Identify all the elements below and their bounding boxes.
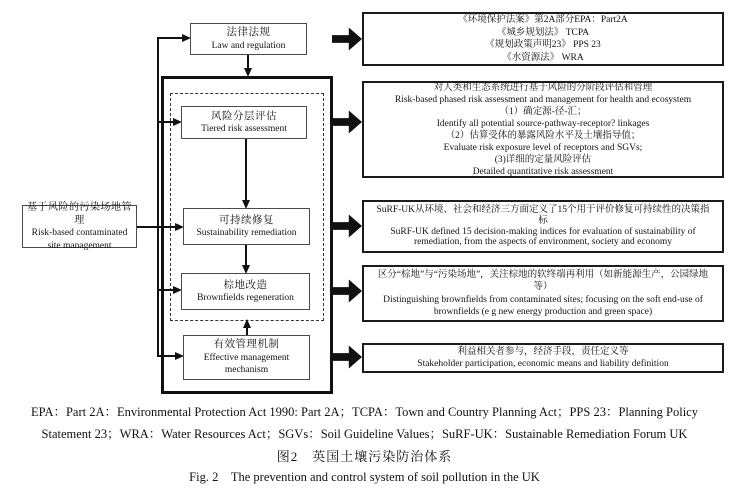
flow-tiered-to-sustain bbox=[245, 139, 247, 201]
trunk-line bbox=[157, 38, 159, 356]
node-zh-label: 风险分层评估 bbox=[211, 110, 277, 122]
block-arrow-sustain-details bbox=[332, 213, 362, 239]
detail-line-en: SuRF-UK defined 15 decision-making indices for evaluation of sustainability of remediation, from the aspects of environment, society and economy bbox=[390, 226, 696, 248]
detail-line: 《水资源法》 WRA bbox=[502, 52, 584, 63]
connector-to-tiered bbox=[157, 121, 174, 123]
node-law-and-regulation bbox=[190, 23, 307, 55]
flow-management-up bbox=[246, 328, 248, 335]
detail-line: Evaluate risk exposure level of receptors and SGVs; bbox=[443, 142, 643, 153]
detail-line-zh: 利益相关者参与，经济手段，责任定义等 bbox=[457, 346, 629, 357]
detail-line-en: Distinguishing brownfields from contaminated sites; focusing on the soft end-use of brownfields (e g new energy production and green space) bbox=[383, 294, 703, 317]
node-risk-based-site-management bbox=[22, 202, 137, 251]
node-zh-label: 法律法规 bbox=[226, 27, 271, 38]
node-en-label: Risk-based contaminated site management bbox=[31, 228, 128, 251]
detail-line: 《城乡规划法》 TCPA bbox=[496, 27, 590, 38]
block-arrow-risk-details bbox=[332, 109, 362, 135]
flow-sustain-to-brownfield bbox=[245, 245, 247, 266]
detail-line: Identify all potential source-pathway-receptor? linkages bbox=[436, 118, 650, 129]
detail-box-risk-assessment bbox=[362, 81, 724, 178]
block-arrow-brownfield-details bbox=[332, 278, 362, 304]
node-zh-label: 棕地改造 bbox=[223, 279, 268, 291]
detail-line-zh: 区分“棕地”与“污染场地”，关注棕地的软终端再利用（如新能源生产，公园绿地等） bbox=[377, 269, 709, 292]
node-effective-management-mechanism bbox=[183, 335, 310, 380]
block-arrow-management-details bbox=[332, 344, 362, 370]
block-arrow-law-details bbox=[332, 26, 362, 52]
caption-abbreviations-line1: EPA：Part 2A：Environmental Protection Act 1990: Part 2A；TCPA：Town and Country Planning Act；PPS 23：Planning Policy bbox=[31, 405, 698, 419]
detail-box-brownfields bbox=[362, 265, 724, 322]
arrowhead-management-up bbox=[243, 319, 251, 328]
detail-box-laws bbox=[362, 12, 724, 66]
arrowhead-law-frame bbox=[244, 68, 252, 77]
node-brownfields-regeneration bbox=[181, 273, 310, 310]
connector-to-brownfield bbox=[157, 289, 174, 291]
connector-leftbox-to-sustain bbox=[137, 226, 176, 228]
detail-box-sustainability bbox=[362, 200, 724, 253]
detail-line: (3)详细的定量风险评估 bbox=[494, 154, 592, 165]
node-zh-label: 有效管理机制 bbox=[213, 339, 280, 351]
detail-line: （2）估算受体的暴露风险水平及土壤指导值； bbox=[445, 130, 641, 141]
detail-line: （1）确定源-径-汇； bbox=[499, 106, 587, 117]
detail-line-zh: SuRF-UK从环境、社会和经济三方面定义了15个用于评价修复可持续性的决策指标 bbox=[376, 204, 710, 226]
detail-line: 《环境保护法案》第2A部分EPA：Part2A bbox=[458, 15, 628, 25]
figure-title-zh: 图2 英国土壤污染防治体系 bbox=[276, 449, 453, 464]
node-tiered-risk-assessment bbox=[181, 106, 307, 139]
detail-line: 《规划政策声明23》 PPS 23 bbox=[485, 40, 601, 50]
node-zh-label: 基于风险的污染场地管理 bbox=[27, 202, 132, 227]
node-en-label: Sustainability remediation bbox=[196, 228, 297, 239]
node-zh-label: 可持续修复 bbox=[219, 214, 274, 226]
figure-title-en: Fig. 2 The prevention and control system of soil pollution in the UK bbox=[189, 470, 540, 484]
detail-line: 对人类和生态系统进行基于风险的分阶段评估和管理 bbox=[433, 82, 653, 93]
caption-abbreviations-line2: Statement 23；WRA：Water Resources Act；SGVs：Soil Guideline Values；SuRF-UK：Sustainable Remediation Forum UK bbox=[41, 427, 688, 441]
node-en-label: Law and regulation bbox=[211, 40, 286, 51]
node-en-label: Tiered risk assessment bbox=[201, 124, 287, 135]
detail-box-stakeholders bbox=[362, 343, 724, 373]
detail-line: Risk-based phased risk assessment and management for health and ecosystem bbox=[394, 94, 692, 105]
node-sustainability-remediation bbox=[183, 208, 310, 245]
connector-to-management bbox=[157, 355, 176, 357]
node-en-label: Brownfields regeneration bbox=[197, 293, 294, 304]
node-en-label: Effective management mechanism bbox=[203, 352, 290, 376]
connector-to-law bbox=[157, 37, 183, 39]
detail-line-en: Stakeholder participation, economic means and liability definition bbox=[417, 359, 669, 369]
detail-line: Detailed quantitative risk assessment bbox=[472, 166, 614, 177]
